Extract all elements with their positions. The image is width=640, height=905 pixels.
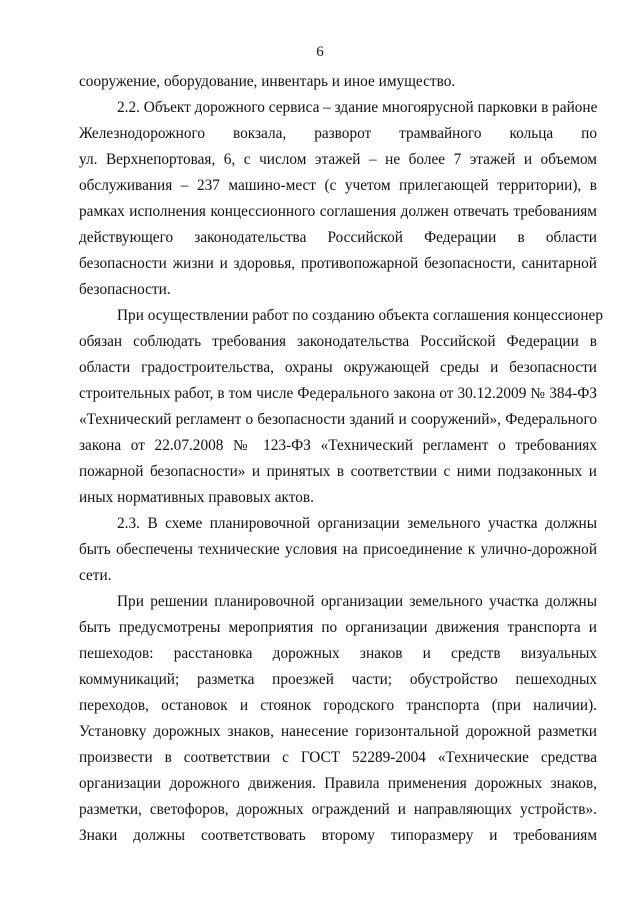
text-line: Железнодорожного вокзала, разворот трамвайного кольца по [79, 125, 597, 142]
text-line: ул. Верхнепортовая, 6, с числом этажей – не более 7 этажей и объемом [79, 151, 597, 168]
text-line: пожарной безопасности» и принятых в соответствии с ними подзаконных и [79, 463, 597, 480]
text-line: При осуществлении работ по созданию объекта соглашения концессионер [117, 307, 603, 324]
text-line: сооружение, оборудование, инвентарь и иное имущество. [79, 73, 456, 90]
text-line: строительных работ, в том числе Федерального закона от 30.12.2009 № 384-ФЗ [79, 385, 597, 402]
text-line: коммуникаций; разметка проезжей части; обустройство пешеходных [79, 671, 597, 688]
text-line: разметки, светофоров, дорожных ограждений и направляющих устройств». [79, 801, 597, 818]
page-number: 6 [316, 44, 324, 60]
text-line: сети. [79, 567, 112, 584]
text-line: области градостроительства, охраны окружающей среды и безопасности [79, 359, 597, 376]
text-line: безопасности. [79, 281, 171, 298]
text-line: 2.2. Объект дорожного сервиса – здание многоярусной парковки в районе [117, 99, 598, 116]
text-line: пешеходов: расстановка дорожных знаков и средств визуальных [79, 645, 597, 662]
text-line: 2.3. В схеме планировочной организации земельного участка должны [117, 515, 597, 532]
text-line: закона от 22.07.2008 № 123-ФЗ «Технический регламент о требованиях [79, 437, 597, 454]
text-line: произвести в соответствии с ГОСТ 52289-2004 «Технические средства [79, 749, 597, 766]
text-line: рамках исполнения концессионного соглашения должен отвечать требованиям [79, 203, 597, 220]
text-line: действующего законодательства Российской Федерации в области [79, 229, 597, 246]
text-line: организации дорожного движения. Правила применения дорожных знаков, [79, 775, 597, 792]
text-line: иных нормативных правовых актов. [79, 489, 314, 506]
text-line: обязан соблюдать требования законодательства Российской Федерации в [79, 333, 597, 350]
text-line: «Технический регламент о безопасности зданий и сооружений», Федерального [79, 411, 597, 428]
text-line: безопасности жизни и здоровья, противопожарной безопасности, санитарной [79, 255, 597, 272]
text-line: переходов, остановок и стоянок городского транспорта (при наличии). [79, 697, 597, 714]
text-line: быть предусмотрены мероприятия по организации движения транспорта и [79, 619, 597, 636]
text-line: Установку дорожных знаков, нанесение горизонтальной дорожной разметки [79, 723, 597, 740]
text-line: При решении планировочной организации земельного участка должны [117, 593, 597, 610]
text-line: Знаки должны соответствовать второму типоразмеру и требованиям [79, 827, 597, 844]
text-line: обслуживания – 237 машино-мест (с учетом прилегающей территории), в [79, 177, 597, 194]
text-line: быть обеспечены технические условия на присоединение к улично-дорожной [79, 541, 597, 558]
